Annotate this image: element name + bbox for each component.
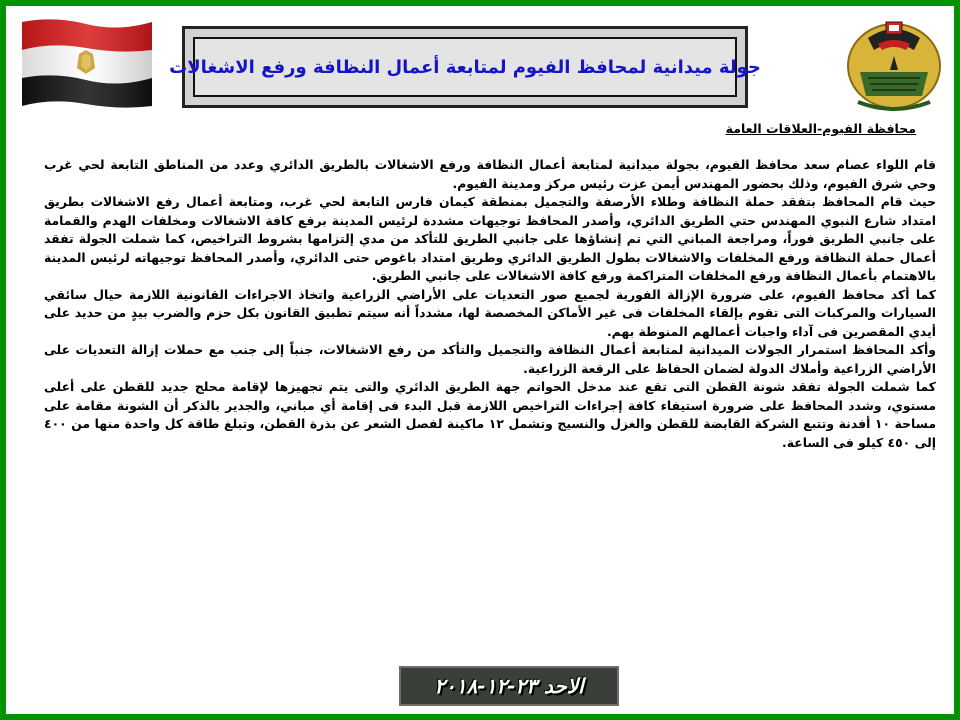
date-badge	[399, 666, 619, 706]
paragraph: قام اللواء عصام سعد محافظ الفيوم، بجولة ميدانية لمتابعة أعمال النظافة ورفع الاشغالات بالطريق الدائري وعدد من المناطق التابعة لحي غرب وحي شرق الفيوم، وذلك بحضور المهندس أيمن عزت رئيس مركز ومدينة الفيوم.	[44, 157, 936, 191]
article-body	[44, 156, 936, 452]
paragraph: كما أكد محافظ الفيوم، على ضرورة الإزالة الفورية لجميع صور التعديات على الأراضي الزراعية واتخاذ الاجراءات القانونية اللازمة حيال سائقي السيارات والمركبات التى تقوم بإلقاء المخلفات فى غير الأماكن المخصصة لها، مشدداً أنه سيتم تطبيق القانون بكل حزم والضرب بيدٍ من حديد على أيدي المقصرين فى آداء واجبات أعمالهم المنوطة بهم.	[44, 286, 936, 339]
title-inner-frame	[169, 37, 761, 97]
paragraph: كما شملت الجولة تفقد شونة القطن التى تقع عند مدخل الحواتم جهة الطريق الدائري والتى يتم تجهيزها لإقامة محلج جديد للقطن على أعلى مستوي، وشدد المحافظ على ضرورة استيفاء كافة إجراءات التراخيص اللازمة قبل البدء فى إقامة أي مباني، والجدير بالذكر أن الشونة مقامة على مساحة ١٠ أفدنة وتتبع الشركة القابضة للقطن والغزل والنسيج وتشمل ١٢ ماكينة لفصل الشعر عن بذرة القطن، وتبلغ طاقة كل واحدة منها من ٤٠٠ إلى ٤٥٠ كيلو فى الساعة.	[44, 379, 936, 450]
fayoum-governorate-logo	[838, 16, 950, 112]
title-frame	[169, 26, 761, 108]
section-label: محافظة الفيوم-العلاقات العامة	[725, 121, 916, 136]
paragraph: حيث قام المحافظ بتفقد حملة النظافة وطلاء الأرصفة والتجميل بمنطقة كيمان فارس التابعة لحي غرب، ومتابعة أعمال رفع الاشغالات بطريق امتداد شارع النبوي المهندس حتي الطريق الدائري، وأصدر المحافظ توجيهات مشددة لرئيس المدينة برفع كافة الاشغالات ومخلفات الهدم والقمامة على جانبي الطريق فوراً، ومراجعة المباني التي تم إنشاؤها على جانبي الطريق للتأكد من مدي إلتزامها بشروط التراخيص، كما شملت الجولة تفقد أعمال حملة النظافة ورفع المخلفات والاشغالات بطول الطريق الدائري وطريق امتداد باغوص حتى الدائري، وأصدر المحافظ توجيهاته لرئيس المدينة بالاهتمام بأعمال النظافة ورفع المخلفات المتراكمة ورفع كافة الاشغالات على جانبي الطريق.	[44, 194, 936, 283]
paragraph: وأكد المحافظ استمرار الجولات الميدانية لمتابعة أعمال النظافة والتجميل والتأكد من رفع الاشغالات، جنباً إلى جنب مع حملات إزالة التعديات على الأراضي الزراعية وأملاك الدولة لضمان الحفاظ على الرقعة الزراعية.	[44, 342, 936, 376]
page	[6, 6, 954, 714]
date-text: الاحد ٢٣-١٢-٢٠١٨	[434, 674, 584, 698]
egypt-flag-icon	[20, 16, 154, 108]
page-title: جولة ميدانية لمحافظ الفيوم لمتابعة أعمال النظافة ورفع الاشغالات	[169, 56, 761, 78]
